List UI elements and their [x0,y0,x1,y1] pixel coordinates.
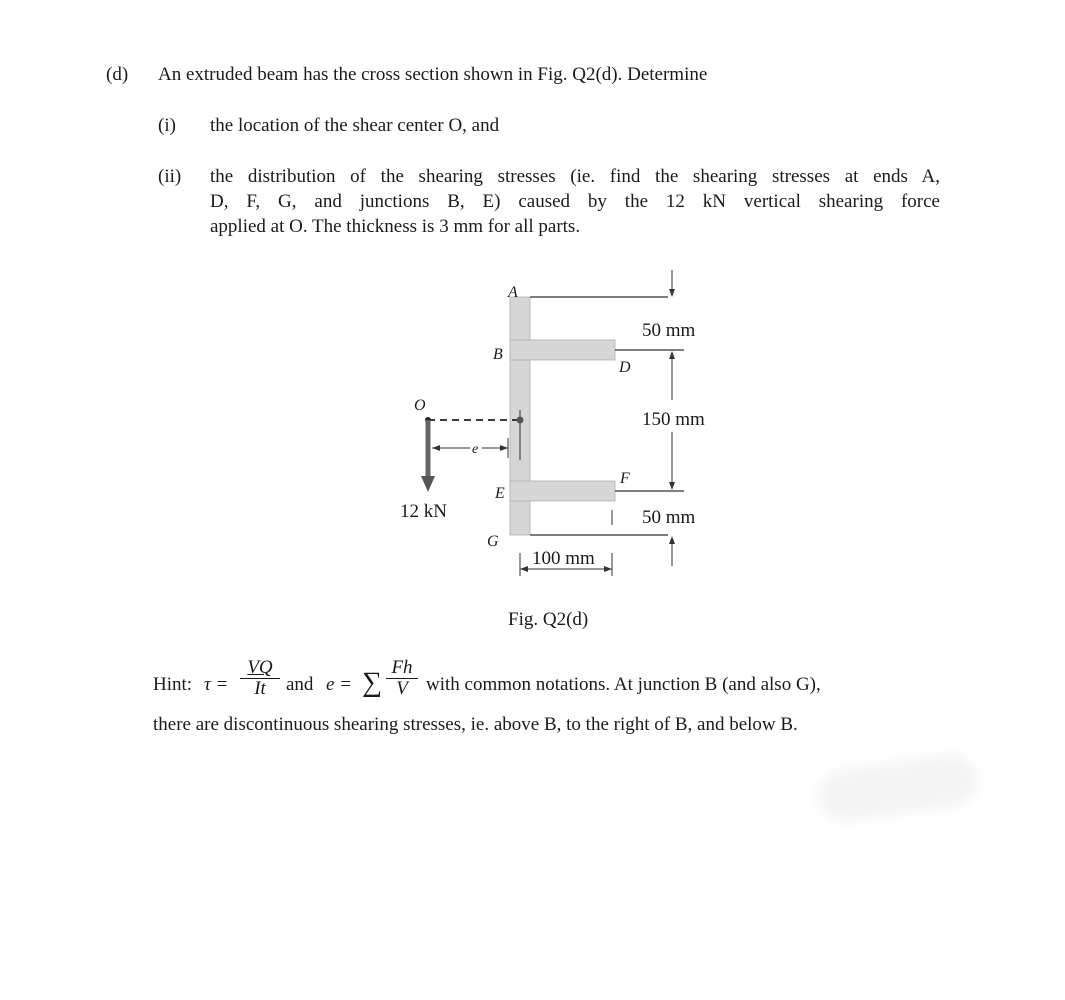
dim-arrowhead-web-upper [669,351,675,359]
hint-tau-fraction [240,658,280,699]
label-b: B [493,346,503,363]
force-label: 12 kN [400,501,447,522]
hint-line1-rest: with common notations. At junction B (and also G), [426,674,821,695]
question-label: (d) [106,64,129,85]
dim-arrowhead-bottom-outer [669,536,675,544]
force-arrow-head [421,476,435,492]
hint-line2: there are discontinuous shearing stresses, ie. above B, to the right of B, and below B. [153,714,798,735]
hint-sigma: ∑ [362,667,382,698]
hint-e-fraction [386,658,418,699]
part-ii-line-1: the distribution of the shearing stresses (ie. find the shearing stresses at ends A, [210,166,940,187]
hint-e-numerator: Fh [386,658,418,679]
part-ii-line-3: applied at O. The thickness is 3 mm for all parts. [210,216,581,237]
background-smudge [815,751,981,825]
part-i-text: the location of the shear center O, and [210,115,500,136]
dim-top-flange-label: 50 mm [642,320,696,341]
width-dim-arrow-left [520,566,528,572]
dim-flange-width-label: 100 mm [532,548,595,569]
part-ii-label: (ii) [158,166,182,187]
top-flange [510,340,615,360]
bottom-flange [510,481,615,501]
eccentricity-arrow-left [432,445,440,451]
label-a: A [508,284,518,301]
label-e: E [495,485,505,502]
figure-caption: Fig. Q2(d) [508,609,589,630]
label-d: D [619,359,631,376]
label-g: G [487,533,499,550]
dim-arrowhead-top-outer [669,289,675,297]
dim-arrowhead-web-lower [669,482,675,490]
label-eccentricity: e [472,442,479,457]
hint-tau-numerator: VQ [240,658,280,679]
dim-web-label: 150 mm [642,409,705,430]
hint-e-eq: e = [326,674,353,695]
hint-tau-denominator: It [254,678,266,699]
part-ii-line-2: D, F, G, and junctions B, E) caused by the 12 kN vertical shearing force [210,191,940,212]
question-intro: An extruded beam has the cross section shown in Fig. Q2(d). Determine [158,64,708,85]
part-i-label: (i) [158,115,176,136]
label-f: F [620,470,630,487]
dim-bottom-flange-label: 50 mm [642,507,696,528]
centroid-dot [517,417,524,424]
eccentricity-arrow-right [500,445,508,451]
beam-cross-section [510,297,615,535]
hint-and: and [286,674,314,695]
hint-prefix: Hint: [153,674,193,695]
label-o: O [414,397,426,414]
width-dim-arrow-right [604,566,612,572]
hint-e-denominator: V [396,678,408,699]
hint-tau: τ = [204,674,229,695]
